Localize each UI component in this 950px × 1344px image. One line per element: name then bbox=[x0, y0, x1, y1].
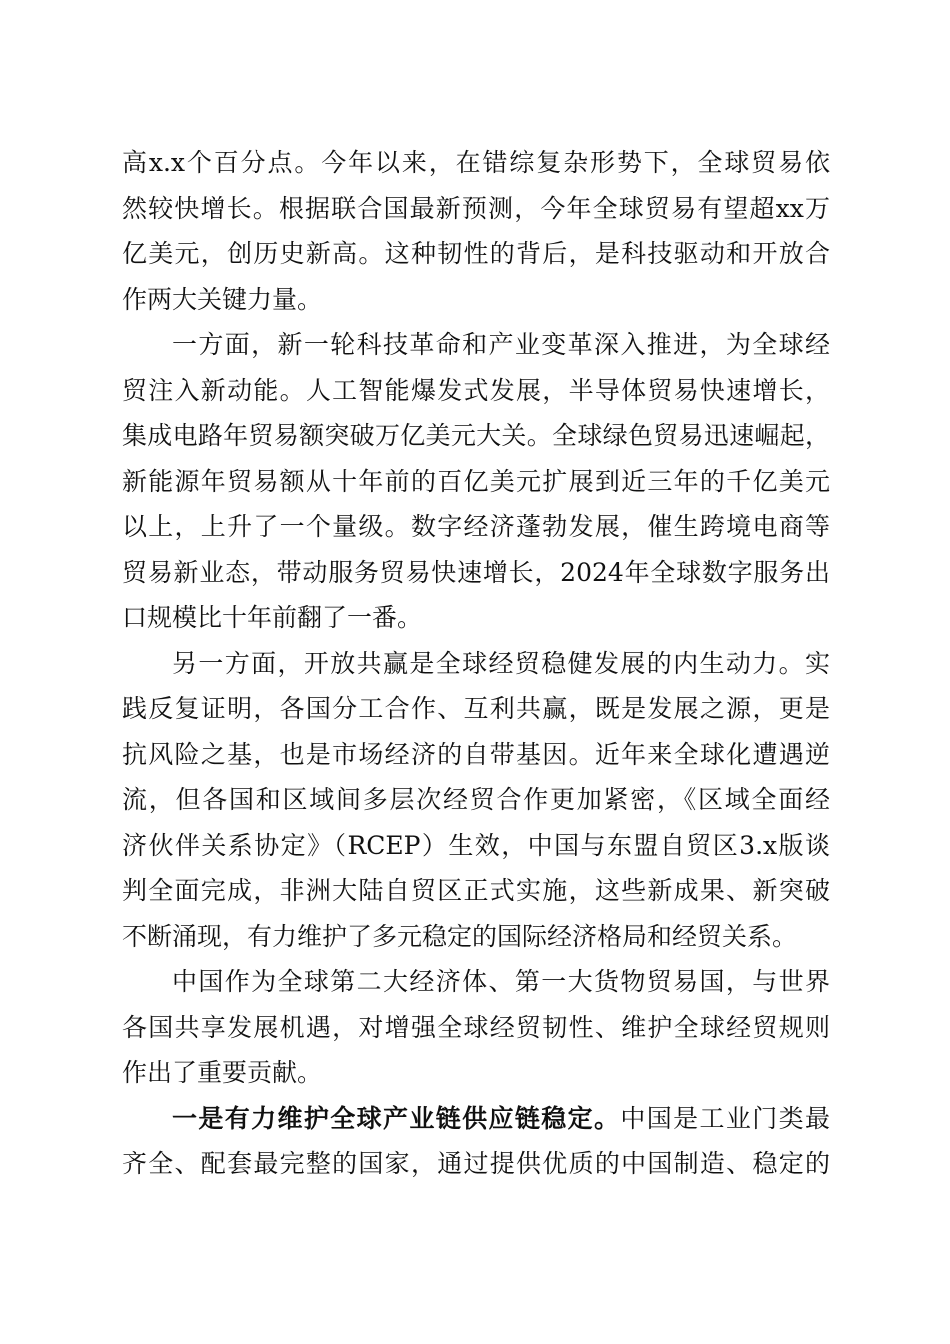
text-line: 口规模比十年前翻了一番。 bbox=[122, 603, 423, 632]
text-line: 不断涌现，有力维护了多元稳定的国际经济格局和经贸关系。 bbox=[122, 922, 798, 951]
text-line bbox=[122, 1099, 830, 1139]
text-line: 作出了重要贡献。 bbox=[122, 1058, 323, 1087]
text-line: 中国作为全球第二大经济体、第一大货物贸易国，与世界 bbox=[172, 967, 830, 996]
text-line: 贸注入新动能。人工智能爆发式发展，半导体贸易快速增长， bbox=[122, 376, 830, 405]
text-line: 高x.x个百分点。今年以来，在错综复杂形势下，全球贸易依 bbox=[122, 148, 830, 177]
text-line: 贸易新业态，带动服务贸易快速增长，2024年全球数字服务出 bbox=[122, 558, 830, 587]
text-line: 齐全、配套最完整的国家，通过提供优质的中国制造、稳定的 bbox=[122, 1149, 830, 1178]
text-line: 流，但各国和区域间多层次经贸合作更加紧密，《区域全面经 bbox=[122, 785, 830, 814]
text-line: 作两大关键力量。 bbox=[122, 285, 323, 314]
text-line: 践反复证明，各国分工合作、互利共赢，既是发展之源，更是 bbox=[122, 694, 830, 723]
text-line: 抗风险之基，也是市场经济的自带基因。近年来全球化遭遇逆 bbox=[122, 740, 830, 769]
text-run: 中国是工业门类最 bbox=[620, 1104, 830, 1133]
text-line: 亿美元，创历史新高。这种韧性的背后，是科技驱动和开放合 bbox=[122, 239, 830, 268]
text-line: 集成电路年贸易额突破万亿美元大关。全球绿色贸易迅速崛起， bbox=[122, 421, 830, 450]
text-line: 济伙伴关系协定》（RCEP）生效，中国与东盟自贸区3.x版谈 bbox=[122, 831, 830, 860]
text-line: 以上，上升了一个量级。数字经济蓬勃发展，催生跨境电商等 bbox=[122, 512, 830, 541]
text-line: 新能源年贸易额从十年前的百亿美元扩展到近三年的千亿美元 bbox=[122, 467, 830, 496]
text-line: 然较快增长。根据联合国最新预测，今年全球贸易有望超xx万 bbox=[122, 194, 830, 223]
text-line: 另一方面，开放共赢是全球经贸稳健发展的内生动力。实 bbox=[172, 649, 830, 678]
text-line: 各国共享发展机遇，对增强全球经贸韧性、维护全球经贸规则 bbox=[122, 1013, 830, 1042]
text-line: 判全面完成，非洲大陆自贸区正式实施，这些新成果、新突破 bbox=[122, 876, 830, 905]
bold-lead-phrase: 一是有力维护全球产业链供应链稳定。 bbox=[172, 1104, 621, 1133]
text-line: 一方面，新一轮科技革命和产业变革深入推进，为全球经 bbox=[172, 330, 830, 359]
